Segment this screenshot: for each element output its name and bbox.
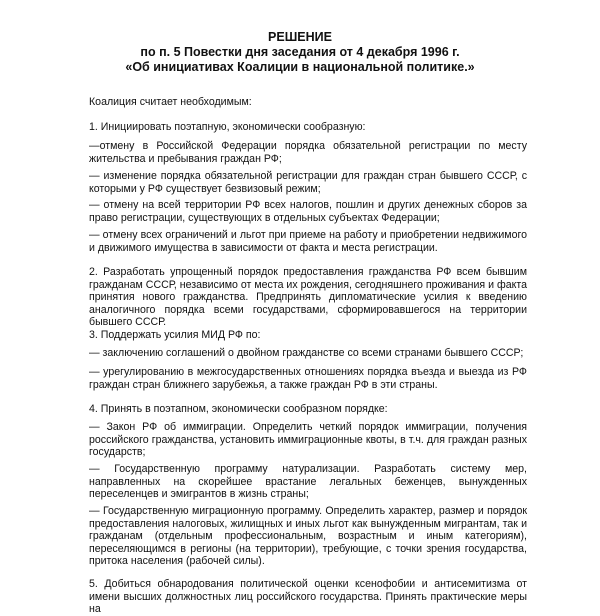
section-3-item-1: — заключению соглашений о двойном гражданстве со всеми странами бывшего СССР; — [89, 347, 524, 359]
section-4-item-2: — Государственную программу натурализации. Разработать систему мер, направленных на скорейшее врастание легальных беженцев, вынужденных переселенцев и эмигрантов в жизнь страны; — [89, 463, 527, 500]
section-1-item-3: — отмену на всей территории РФ всех налогов, пошлин и других денежных сборов за право регистрации, существующих в отдельных субъектах Федерации; — [89, 199, 527, 224]
document-subtitle-agenda: по п. 5 Повестки дня заседания от 4 декабря 1996 г. — [140, 45, 460, 59]
section-3-item-2: — урегулированию в межгосударственных отношениях порядка въезда и выезда из РФ граждан стран ближнего зарубежья, а также граждан РФ в эти страны. — [89, 366, 527, 391]
section-1-item-4: — отмену всех ограничений и льгот при приеме на работу и приобретении недвижимого и движимого имущества в зависимости от факта и места регистрации. — [89, 229, 527, 254]
section-2-text: 2. Разработать упрощенный порядок предоставления гражданства РФ всем бывшим гражданам СССР, независимо от места их рождения, сегодняшнего проживания и факта принятия нового гражданства. Предпринять дипломатические усилия к введению аналогичного порядка всеми государствами, сформировавшегося на территории бывшего СССР. — [89, 266, 527, 328]
section-5-text: 5. Добиться обнародования политической оценки ксенофобии и антисемитизма от имени высших должностных лиц российского государства. Принять практические меры на — [89, 578, 527, 615]
section-4-heading: 4. Принять в поэтапном, экономически сообразном порядке: — [89, 403, 388, 415]
section-4-item-1: — Закон РФ об иммиграции. Определить четкий порядок иммиграции, получения российского гражданства, установить иммиграционные квоты, в т.ч. для граждан разных государств; — [89, 421, 527, 458]
intro-text: Коалиция считает необходимым: — [89, 96, 252, 108]
document-subtitle-topic: «Об инициативах Коалиции в национальной политике.» — [125, 60, 475, 74]
section-3-heading: 3. Поддержать усилия МИД РФ по: — [89, 329, 261, 341]
document-title: РЕШЕНИЕ — [268, 30, 332, 44]
section-4-item-3: — Государственную миграционную программу. Определить характер, размер и порядок предоставления налоговых, жилищных и иных льгот как вынужденным мигрантам, так и гражданам (отдельным профессиональным, возрастным и иным категориям), переселяющимся в регионы (на территории), требующие, с точки зрения государства, притока населения (рабочей силы). — [89, 505, 527, 567]
section-1-heading: 1. Инициировать поэтапную, экономически сообразную: — [89, 121, 366, 133]
section-1-item-1: —отмену в Российской Федерации порядка обязательной регистрации по месту жительства и пребывания граждан РФ; — [89, 140, 527, 165]
section-1-item-2: — изменение порядка обязательной регистрации для граждан стран бывшего СССР, с которыми у РФ существует безвизовый режим; — [89, 170, 527, 195]
